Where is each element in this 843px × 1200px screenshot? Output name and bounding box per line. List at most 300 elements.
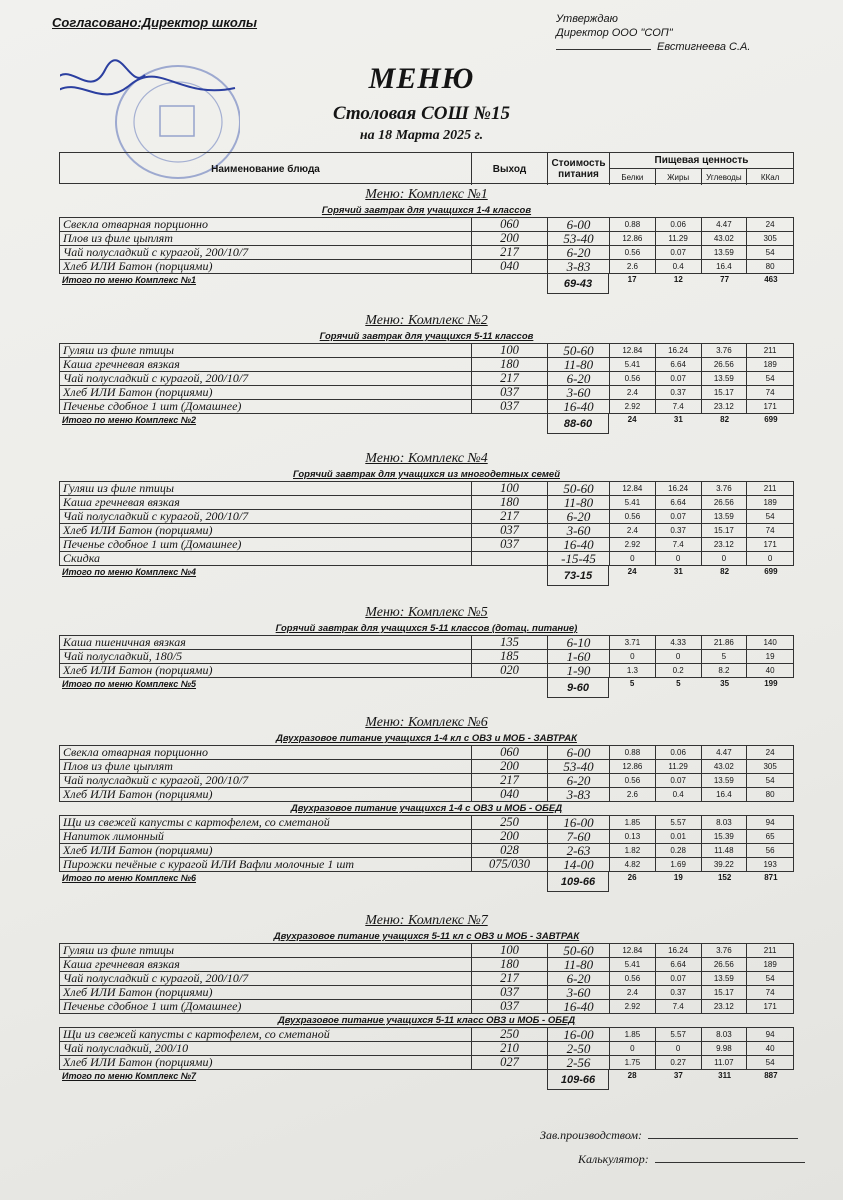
- menu-date: на 18 Марта 2025 г.: [359, 128, 484, 143]
- complex-block: [59, 604, 794, 698]
- dish-output: 185: [472, 650, 548, 663]
- table-row: [60, 1028, 793, 1042]
- dish-output: 075/030: [472, 858, 548, 871]
- dish-proteins: 5.41: [610, 496, 656, 509]
- dish-fats: 5.57: [656, 816, 702, 829]
- dish-carbs: 8.03: [702, 816, 748, 829]
- complex-block: [59, 714, 794, 892]
- dish-name: Хлеб ИЛИ Батон (порциями): [60, 986, 472, 999]
- dish-price: 6-20: [548, 372, 610, 385]
- dish-name: Гуляш из филе птицы: [60, 482, 472, 495]
- production-sign-line: [648, 1138, 798, 1139]
- dish-fats: 0.37: [656, 986, 702, 999]
- dish-price: 14-00: [548, 858, 610, 871]
- dish-fats: 5.57: [656, 1028, 702, 1041]
- total-price: 88-60: [547, 414, 609, 434]
- total-proteins: 24: [627, 567, 637, 576]
- dish-price: 16-40: [548, 538, 610, 551]
- dish-output: 027: [472, 1056, 548, 1069]
- dish-fats: 0.4: [656, 260, 702, 273]
- dish-fats: 0.27: [656, 1056, 702, 1069]
- table-row: [60, 664, 793, 678]
- dish-proteins: 2.4: [610, 986, 656, 999]
- dish-output: 210: [472, 1042, 548, 1055]
- dish-proteins: 2.4: [610, 386, 656, 399]
- dish-price: 2-56: [548, 1056, 610, 1069]
- dish-fats: 6.64: [656, 358, 702, 371]
- dish-kcal: 24: [765, 748, 775, 757]
- dish-carbs: 26.56: [702, 358, 748, 371]
- dish-output: 180: [472, 358, 548, 371]
- dish-fats: 11.29: [656, 232, 702, 245]
- dish-proteins: 1.85: [610, 1028, 656, 1041]
- total-label: Итого по меню Комплекс №6: [62, 873, 197, 883]
- dish-output: 100: [472, 344, 548, 357]
- total-fats: 5: [676, 679, 681, 688]
- canteen-name: Столовая СОШ №15: [332, 103, 511, 124]
- total-price: 109-66: [547, 872, 609, 892]
- dish-fats: 0.07: [656, 510, 702, 523]
- dish-output: 217: [472, 510, 548, 523]
- dish-fats: 0.4: [656, 788, 702, 801]
- dish-output: 037: [472, 524, 548, 537]
- total-label: Итого по меню Комплекс №1: [62, 275, 197, 285]
- dish-kcal: 40: [765, 666, 775, 675]
- dish-proteins: 0.56: [610, 774, 656, 787]
- table-row: [60, 524, 793, 538]
- section-subtitle: Двухразовое питание учащихся 1-4 кл с ОВЗ и МОБ - ЗАВТРАК: [276, 733, 577, 744]
- dish-name: Каша гречневая вязкая: [60, 958, 472, 971]
- dish-kcal: 40: [765, 1044, 775, 1053]
- dish-carbs: 15.17: [702, 986, 748, 999]
- dish-proteins: 12.86: [610, 760, 656, 773]
- dish-proteins: 4.82: [610, 858, 656, 871]
- dish-proteins: 2.6: [610, 260, 656, 273]
- table-row: [60, 816, 793, 830]
- dish-carbs: 23.12: [702, 400, 748, 413]
- table-row: [60, 552, 793, 566]
- dish-name: Хлеб ИЛИ Батон (порциями): [60, 524, 472, 537]
- dish-fats: 16.24: [656, 944, 702, 957]
- total-kcal: 887: [764, 1071, 778, 1080]
- dish-carbs: 8.03: [702, 1028, 748, 1041]
- dish-kcal: 171: [763, 540, 777, 549]
- total-proteins: 17: [627, 275, 637, 284]
- total-carbs: 77: [720, 275, 730, 284]
- section-subtitle: Горячий завтрак для учащихся 1-4 классов: [321, 205, 532, 216]
- dish-carbs: 23.12: [702, 538, 748, 551]
- dish-carbs: 3.76: [702, 482, 748, 495]
- table-row: [60, 774, 793, 788]
- dish-kcal: 54: [765, 374, 775, 383]
- total-label: Итого по меню Комплекс №7: [62, 1071, 197, 1081]
- dish-kcal: 189: [763, 360, 777, 369]
- dish-kcal: 171: [763, 402, 777, 411]
- dish-price: 6-00: [548, 218, 610, 231]
- total-price: 109-66: [547, 1070, 609, 1090]
- dish-name: Печенье сдобное 1 шт (Домашнее): [60, 538, 472, 551]
- dish-name: Чай полусладкий с курагой, 200/10/7: [60, 246, 472, 259]
- dish-kcal: 54: [765, 512, 775, 521]
- dish-fats: 11.29: [656, 760, 702, 773]
- total-label: Итого по меню Комплекс №5: [62, 679, 197, 689]
- dish-proteins: 1.75: [610, 1056, 656, 1069]
- dish-fats: 0: [656, 1042, 702, 1055]
- dish-kcal: 80: [765, 262, 775, 271]
- table-row: [60, 830, 793, 844]
- dish-price: 11-80: [548, 496, 610, 509]
- dish-price: -15-45: [548, 552, 610, 565]
- dish-proteins: 5.41: [610, 958, 656, 971]
- dish-kcal: 305: [763, 234, 777, 243]
- complex-total: [59, 1070, 794, 1090]
- dish-carbs: 9.98: [702, 1042, 748, 1055]
- dish-proteins: 0.13: [610, 830, 656, 843]
- production-label: Зав.производством:: [540, 1128, 643, 1142]
- dish-fats: 0.07: [656, 774, 702, 787]
- dish-name: Хлеб ИЛИ Батон (порциями): [60, 788, 472, 801]
- calculator-label: Калькулятор:: [578, 1152, 649, 1166]
- dish-name: Хлеб ИЛИ Батон (порциями): [60, 1056, 472, 1069]
- table-row: [60, 788, 793, 802]
- dish-proteins: 0: [610, 552, 656, 565]
- dish-fats: 16.24: [656, 482, 702, 495]
- section-subtitle: Горячий завтрак для учащихся из многодетных семей: [293, 469, 560, 480]
- table-row: [60, 858, 793, 872]
- dish-carbs: 15.17: [702, 524, 748, 537]
- total-proteins: 26: [627, 873, 637, 882]
- col-output: Выход: [472, 153, 548, 185]
- dish-name: Хлеб ИЛИ Батон (порциями): [60, 260, 472, 273]
- dish-output: 020: [472, 664, 548, 677]
- dish-name: Печенье сдобное 1 шт (Домашнее): [60, 400, 472, 413]
- footer-calculator: [578, 1152, 805, 1167]
- dish-table: [59, 745, 794, 802]
- dish-carbs: 16.4: [702, 260, 748, 273]
- total-carbs: 35: [720, 679, 730, 688]
- dish-kcal: 211: [763, 484, 777, 493]
- dish-name: Плов из филе цыплят: [60, 760, 472, 773]
- dish-output: 037: [472, 1000, 548, 1013]
- dish-price: 16-40: [548, 1000, 610, 1013]
- dish-output: 135: [472, 636, 548, 649]
- dish-price: 53-40: [548, 760, 610, 773]
- total-proteins: 24: [627, 415, 637, 424]
- total-fats: 19: [673, 873, 683, 882]
- dish-proteins: 12.84: [610, 344, 656, 357]
- complex-title: Меню: Комплекс №7: [365, 913, 488, 928]
- table-row: [60, 1000, 793, 1014]
- table-row: [60, 232, 793, 246]
- dish-price: 6-20: [548, 774, 610, 787]
- table-row: [60, 260, 793, 274]
- table-row: [60, 958, 793, 972]
- dish-table: [59, 217, 794, 274]
- dish-output: 037: [472, 386, 548, 399]
- complex-title: Меню: Комплекс №4: [365, 451, 488, 466]
- dish-table: [59, 815, 794, 872]
- total-label: Итого по меню Комплекс №4: [62, 567, 197, 577]
- dish-kcal: 54: [765, 248, 775, 257]
- dish-name: Хлеб ИЛИ Батон (порциями): [60, 664, 472, 677]
- dish-proteins: 1.82: [610, 844, 656, 857]
- dish-fats: 4.33: [656, 636, 702, 649]
- table-row: [60, 218, 793, 232]
- dish-carbs: 5: [702, 650, 748, 663]
- dish-proteins: 0.88: [610, 746, 656, 759]
- dish-fats: 0.06: [656, 746, 702, 759]
- dish-fats: 6.64: [656, 496, 702, 509]
- total-label: Итого по меню Комплекс №2: [62, 415, 197, 425]
- approval-right: [556, 12, 750, 54]
- total-kcal: 871: [764, 873, 778, 882]
- table-row: [60, 636, 793, 650]
- col-cost: Стоимость питания: [548, 153, 610, 185]
- dish-kcal: 54: [765, 974, 775, 983]
- dish-output: 200: [472, 760, 548, 773]
- dish-price: 3-60: [548, 986, 610, 999]
- dish-name: Хлеб ИЛИ Батон (порциями): [60, 386, 472, 399]
- dish-carbs: 8.2: [702, 664, 748, 677]
- dish-carbs: 15.17: [702, 386, 748, 399]
- dish-name: Печенье сдобное 1 шт (Домашнее): [60, 1000, 472, 1013]
- dish-carbs: 4.47: [702, 218, 748, 231]
- dish-output: 217: [472, 372, 548, 385]
- dish-name: Чай полусладкий с курагой, 200/10/7: [60, 774, 472, 787]
- dish-proteins: 2.6: [610, 788, 656, 801]
- dish-kcal: 19: [765, 652, 775, 661]
- dish-fats: 0.37: [656, 386, 702, 399]
- dish-name: Чай полусладкий с курагой, 200/10/7: [60, 372, 472, 385]
- dish-carbs: 13.59: [702, 372, 748, 385]
- dish-output: 060: [472, 746, 548, 759]
- dish-proteins: 0.56: [610, 246, 656, 259]
- dish-fats: 0: [656, 650, 702, 663]
- dish-fats: 16.24: [656, 344, 702, 357]
- complex-block: [59, 186, 794, 294]
- col-nutrition: [610, 153, 793, 185]
- dish-carbs: 43.02: [702, 232, 748, 245]
- dish-carbs: 13.59: [702, 972, 748, 985]
- dish-fats: 7.4: [656, 1000, 702, 1013]
- dish-proteins: 0.56: [610, 972, 656, 985]
- table-row: [60, 496, 793, 510]
- dish-kcal: 56: [765, 846, 775, 855]
- dish-output: 060: [472, 218, 548, 231]
- dish-output: 217: [472, 972, 548, 985]
- dish-price: 50-60: [548, 344, 610, 357]
- approval-left: Согласовано:Директор школы: [52, 15, 258, 30]
- dish-carbs: 21.86: [702, 636, 748, 649]
- dish-name: Плов из филе цыплят: [60, 232, 472, 245]
- complex-total: [59, 566, 794, 586]
- dish-price: 6-10: [548, 636, 610, 649]
- table-row: [60, 1042, 793, 1056]
- dish-carbs: 13.59: [702, 510, 748, 523]
- signature-line: [556, 49, 651, 50]
- dish-output: 217: [472, 774, 548, 787]
- dish-carbs: 26.56: [702, 958, 748, 971]
- table-row: [60, 482, 793, 496]
- table-row: [60, 358, 793, 372]
- dish-name: Свекла отварная порционно: [60, 746, 472, 759]
- dish-proteins: 12.84: [610, 944, 656, 957]
- dish-kcal: 94: [765, 818, 775, 827]
- col-fats: Жиры: [656, 169, 702, 185]
- dish-carbs: 3.76: [702, 944, 748, 957]
- complex-block: [59, 450, 794, 586]
- dish-fats: 7.4: [656, 538, 702, 551]
- complex-title: Меню: Комплекс №5: [365, 605, 488, 620]
- dish-name: Чай полусладкий, 180/5: [60, 650, 472, 663]
- table-row: [60, 372, 793, 386]
- dish-carbs: 13.59: [702, 246, 748, 259]
- total-carbs: 311: [718, 1071, 732, 1080]
- table-row: [60, 844, 793, 858]
- dish-output: 100: [472, 482, 548, 495]
- dish-table: [59, 343, 794, 414]
- dish-kcal: 305: [763, 762, 777, 771]
- dish-output: 180: [472, 958, 548, 971]
- complex-title: Меню: Комплекс №2: [365, 313, 488, 328]
- dish-price: 6-00: [548, 746, 610, 759]
- table-row: [60, 760, 793, 774]
- dish-fats: 0.28: [656, 844, 702, 857]
- dish-price: 16-00: [548, 1028, 610, 1041]
- dish-fats: 0.07: [656, 246, 702, 259]
- dish-proteins: 0: [610, 1042, 656, 1055]
- section-subtitle: Двухразовое питание учащихся 5-11 класс ОВЗ и МОБ - ОБЕД: [277, 1015, 576, 1026]
- dish-output: 037: [472, 986, 548, 999]
- col-carbs: Углеводы: [702, 169, 748, 185]
- dish-kcal: 193: [763, 860, 777, 869]
- dish-name: Щи из свежей капусты с картофелем, со сметаной: [60, 1028, 472, 1041]
- table-row: [60, 746, 793, 760]
- dish-price: 50-60: [548, 482, 610, 495]
- total-kcal: 699: [764, 415, 778, 424]
- dish-kcal: 94: [765, 1030, 775, 1039]
- table-row: [60, 386, 793, 400]
- dish-kcal: 0: [767, 554, 773, 563]
- dish-kcal: 171: [763, 1002, 777, 1011]
- dish-proteins: 0.88: [610, 218, 656, 231]
- dish-kcal: 54: [765, 776, 775, 785]
- table-row: [60, 400, 793, 414]
- complex-block: [59, 312, 794, 434]
- total-fats: 31: [673, 415, 683, 424]
- dish-fats: 7.4: [656, 400, 702, 413]
- dish-proteins: 2.92: [610, 1000, 656, 1013]
- dish-name: Каша гречневая вязкая: [60, 496, 472, 509]
- col-kcal: ККал: [760, 172, 780, 182]
- total-fats: 12: [673, 275, 683, 284]
- dish-kcal: 54: [765, 1058, 775, 1067]
- dish-output: 217: [472, 246, 548, 259]
- dish-name: Чай полусладкий с курагой, 200/10/7: [60, 972, 472, 985]
- dish-kcal: 211: [763, 946, 777, 955]
- dish-name: Каша пшеничная вязкая: [60, 636, 472, 649]
- col-proteins: Белки: [610, 169, 656, 185]
- dish-price: 2-63: [548, 844, 610, 857]
- dish-kcal: 211: [763, 346, 777, 355]
- dish-output: 200: [472, 232, 548, 245]
- dish-proteins: 12.84: [610, 482, 656, 495]
- total-kcal: 699: [764, 567, 778, 576]
- dish-table: [59, 635, 794, 678]
- dish-name: Гуляш из филе птицы: [60, 344, 472, 357]
- dish-proteins: 1.85: [610, 816, 656, 829]
- dish-proteins: 1.3: [610, 664, 656, 677]
- dish-fats: 0.37: [656, 524, 702, 537]
- dish-table: [59, 1027, 794, 1070]
- calculator-sign-line: [655, 1162, 805, 1163]
- section-subtitle: Двухразовое питание учащихся 1-4 с ОВЗ и МОБ - ОБЕД: [290, 803, 563, 814]
- complex-title: Меню: Комплекс №6: [365, 715, 488, 730]
- section-subtitle: Горячий завтрак для учащихся 5-11 классов: [319, 331, 534, 342]
- dish-name: Хлеб ИЛИ Батон (порциями): [60, 844, 472, 857]
- dish-output: 037: [472, 400, 548, 413]
- dish-price: 3-83: [548, 260, 610, 273]
- total-fats: 37: [673, 1071, 683, 1080]
- dish-output: 028: [472, 844, 548, 857]
- table-row: [60, 538, 793, 552]
- dish-carbs: 0: [702, 552, 748, 565]
- dish-output: 040: [472, 260, 548, 273]
- dish-proteins: 2.4: [610, 524, 656, 537]
- dish-carbs: 11.48: [702, 844, 748, 857]
- dish-kcal: 80: [765, 790, 775, 799]
- dish-fats: 1.69: [656, 858, 702, 871]
- total-kcal: 463: [764, 275, 778, 284]
- dish-name: Чай полусладкий с курагой, 200/10/7: [60, 510, 472, 523]
- dish-fats: 0.01: [656, 830, 702, 843]
- dish-name: Скидка: [60, 552, 472, 565]
- dish-carbs: 16.4: [702, 788, 748, 801]
- dish-price: 53-40: [548, 232, 610, 245]
- dish-proteins: 5.41: [610, 358, 656, 371]
- dish-proteins: 2.92: [610, 538, 656, 551]
- total-carbs: 82: [720, 415, 730, 424]
- dish-name: Чай полусладкий, 200/10: [60, 1042, 472, 1055]
- total-kcal: 199: [764, 679, 778, 688]
- dish-kcal: 189: [763, 960, 777, 969]
- dish-fats: 0: [656, 552, 702, 565]
- dish-kcal: 189: [763, 498, 777, 507]
- dish-price: 1-60: [548, 650, 610, 663]
- dish-carbs: 3.76: [702, 344, 748, 357]
- nutrition-label: Пищевая ценность: [610, 153, 793, 169]
- dish-kcal: 65: [765, 832, 775, 841]
- total-carbs: 82: [720, 567, 730, 576]
- total-price: 73-15: [547, 566, 609, 586]
- dish-name: Каша гречневая вязкая: [60, 358, 472, 371]
- dish-price: 2-50: [548, 1042, 610, 1055]
- dish-price: 6-20: [548, 972, 610, 985]
- dish-carbs: 15.39: [702, 830, 748, 843]
- dish-price: 1-90: [548, 664, 610, 677]
- menu-title: МЕНЮ: [368, 62, 475, 95]
- dish-name: Пирожки печёные с курагой ИЛИ Вафли молочные 1 шт: [60, 858, 472, 871]
- dish-carbs: 39.22: [702, 858, 748, 871]
- dish-output: 037: [472, 538, 548, 551]
- dish-proteins: 0: [610, 650, 656, 663]
- dish-fats: 6.64: [656, 958, 702, 971]
- dish-proteins: 12.86: [610, 232, 656, 245]
- dish-carbs: 43.02: [702, 760, 748, 773]
- dish-table: [59, 481, 794, 566]
- table-row: [60, 344, 793, 358]
- dish-name: Гуляш из филе птицы: [60, 944, 472, 957]
